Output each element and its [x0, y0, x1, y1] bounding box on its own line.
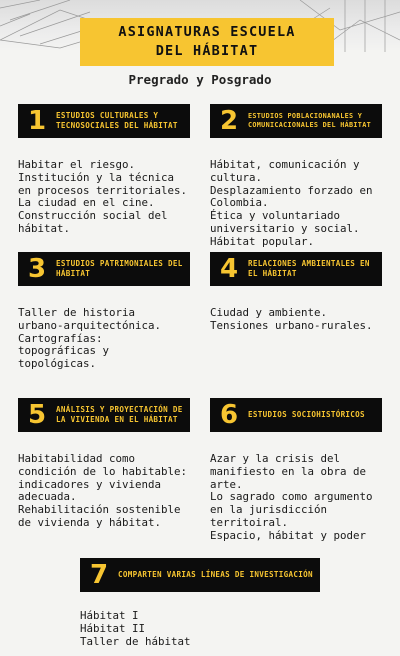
section-6-label: ESTUDIOS SOCIOHISTÓRICOS [248, 410, 365, 419]
section-3-header [18, 252, 190, 286]
section-6-header [210, 398, 382, 432]
section-7-items: Hábitat I Hábitat II Taller de hábitat [80, 609, 191, 648]
section-4-label: RELACIONES AMBIENTALES EN EL HÁBITAT [248, 259, 370, 278]
section-5-label: ANÁLISIS Y PROYECTACIÓN DE LA VIVIENDA EN EL HÁBITAT [56, 405, 183, 424]
section-2-label: ESTUDIOS POBLACIONANALES Y COMUNICACIONALES DEL HÁBITAT [248, 112, 371, 129]
section-7-number: 7 [89, 560, 109, 590]
section-1-number: 1 [27, 106, 47, 136]
page-subtitle: Pregrado y Posgrado [128, 72, 272, 87]
section-1-header [18, 104, 190, 138]
section-4-number: 4 [219, 254, 239, 284]
section-4-items: Ciudad y ambiente. Tensiones urbano-rurales. [210, 306, 373, 332]
section-5-number: 5 [27, 400, 47, 430]
title-banner [80, 18, 334, 66]
section-7-label: COMPARTEN VARIAS LÍNEAS DE INVESTIGACIÓN [118, 570, 313, 579]
title-line-2: DEL HÁBITAT [155, 43, 259, 59]
section-1-items: Habitar el riesgo. Institución y la técnica en procesos territoriales. La ciudad en el cine. Construcción social del hábitat. [18, 158, 188, 235]
section-3-number: 3 [27, 254, 47, 284]
section-1-label: ESTUDIOS CULTURALES Y TECNOSOCIALES DEL HÁBITAT [56, 111, 178, 130]
section-6-items: Azar y la crisis del manifiesto en la obra de arte. Lo sagrado como argumento en la jurisdicción territoiral. Espacio, hábitat y poder [210, 452, 373, 542]
section-4-header [210, 252, 382, 286]
section-3-label: ESTUDIOS PATRIMONIALES DEL HÁBITAT [56, 259, 183, 278]
section-7-header [80, 558, 320, 592]
section-5-header [18, 398, 190, 432]
section-2-header [210, 104, 382, 138]
title-line-1: ASIGNATURAS ESCUELA [118, 24, 296, 40]
section-2-number: 2 [219, 106, 239, 136]
section-3-items: Taller de historia urbano-arquitectónica. Cartografías: topográficas y topológicas. [18, 306, 162, 371]
section-2-items: Hábitat, comunicación y cultura. Desplazamiento forzado en Colombia. Ética y voluntariado universitario y social. Hábitat popular. [210, 158, 373, 248]
section-6-number: 6 [219, 400, 239, 430]
section-5-items: Habitabilidad como condición de lo habitable: indicadores y vivienda adecuada. Rehabilitación sostenible de vivienda y hábitat. [18, 452, 188, 529]
